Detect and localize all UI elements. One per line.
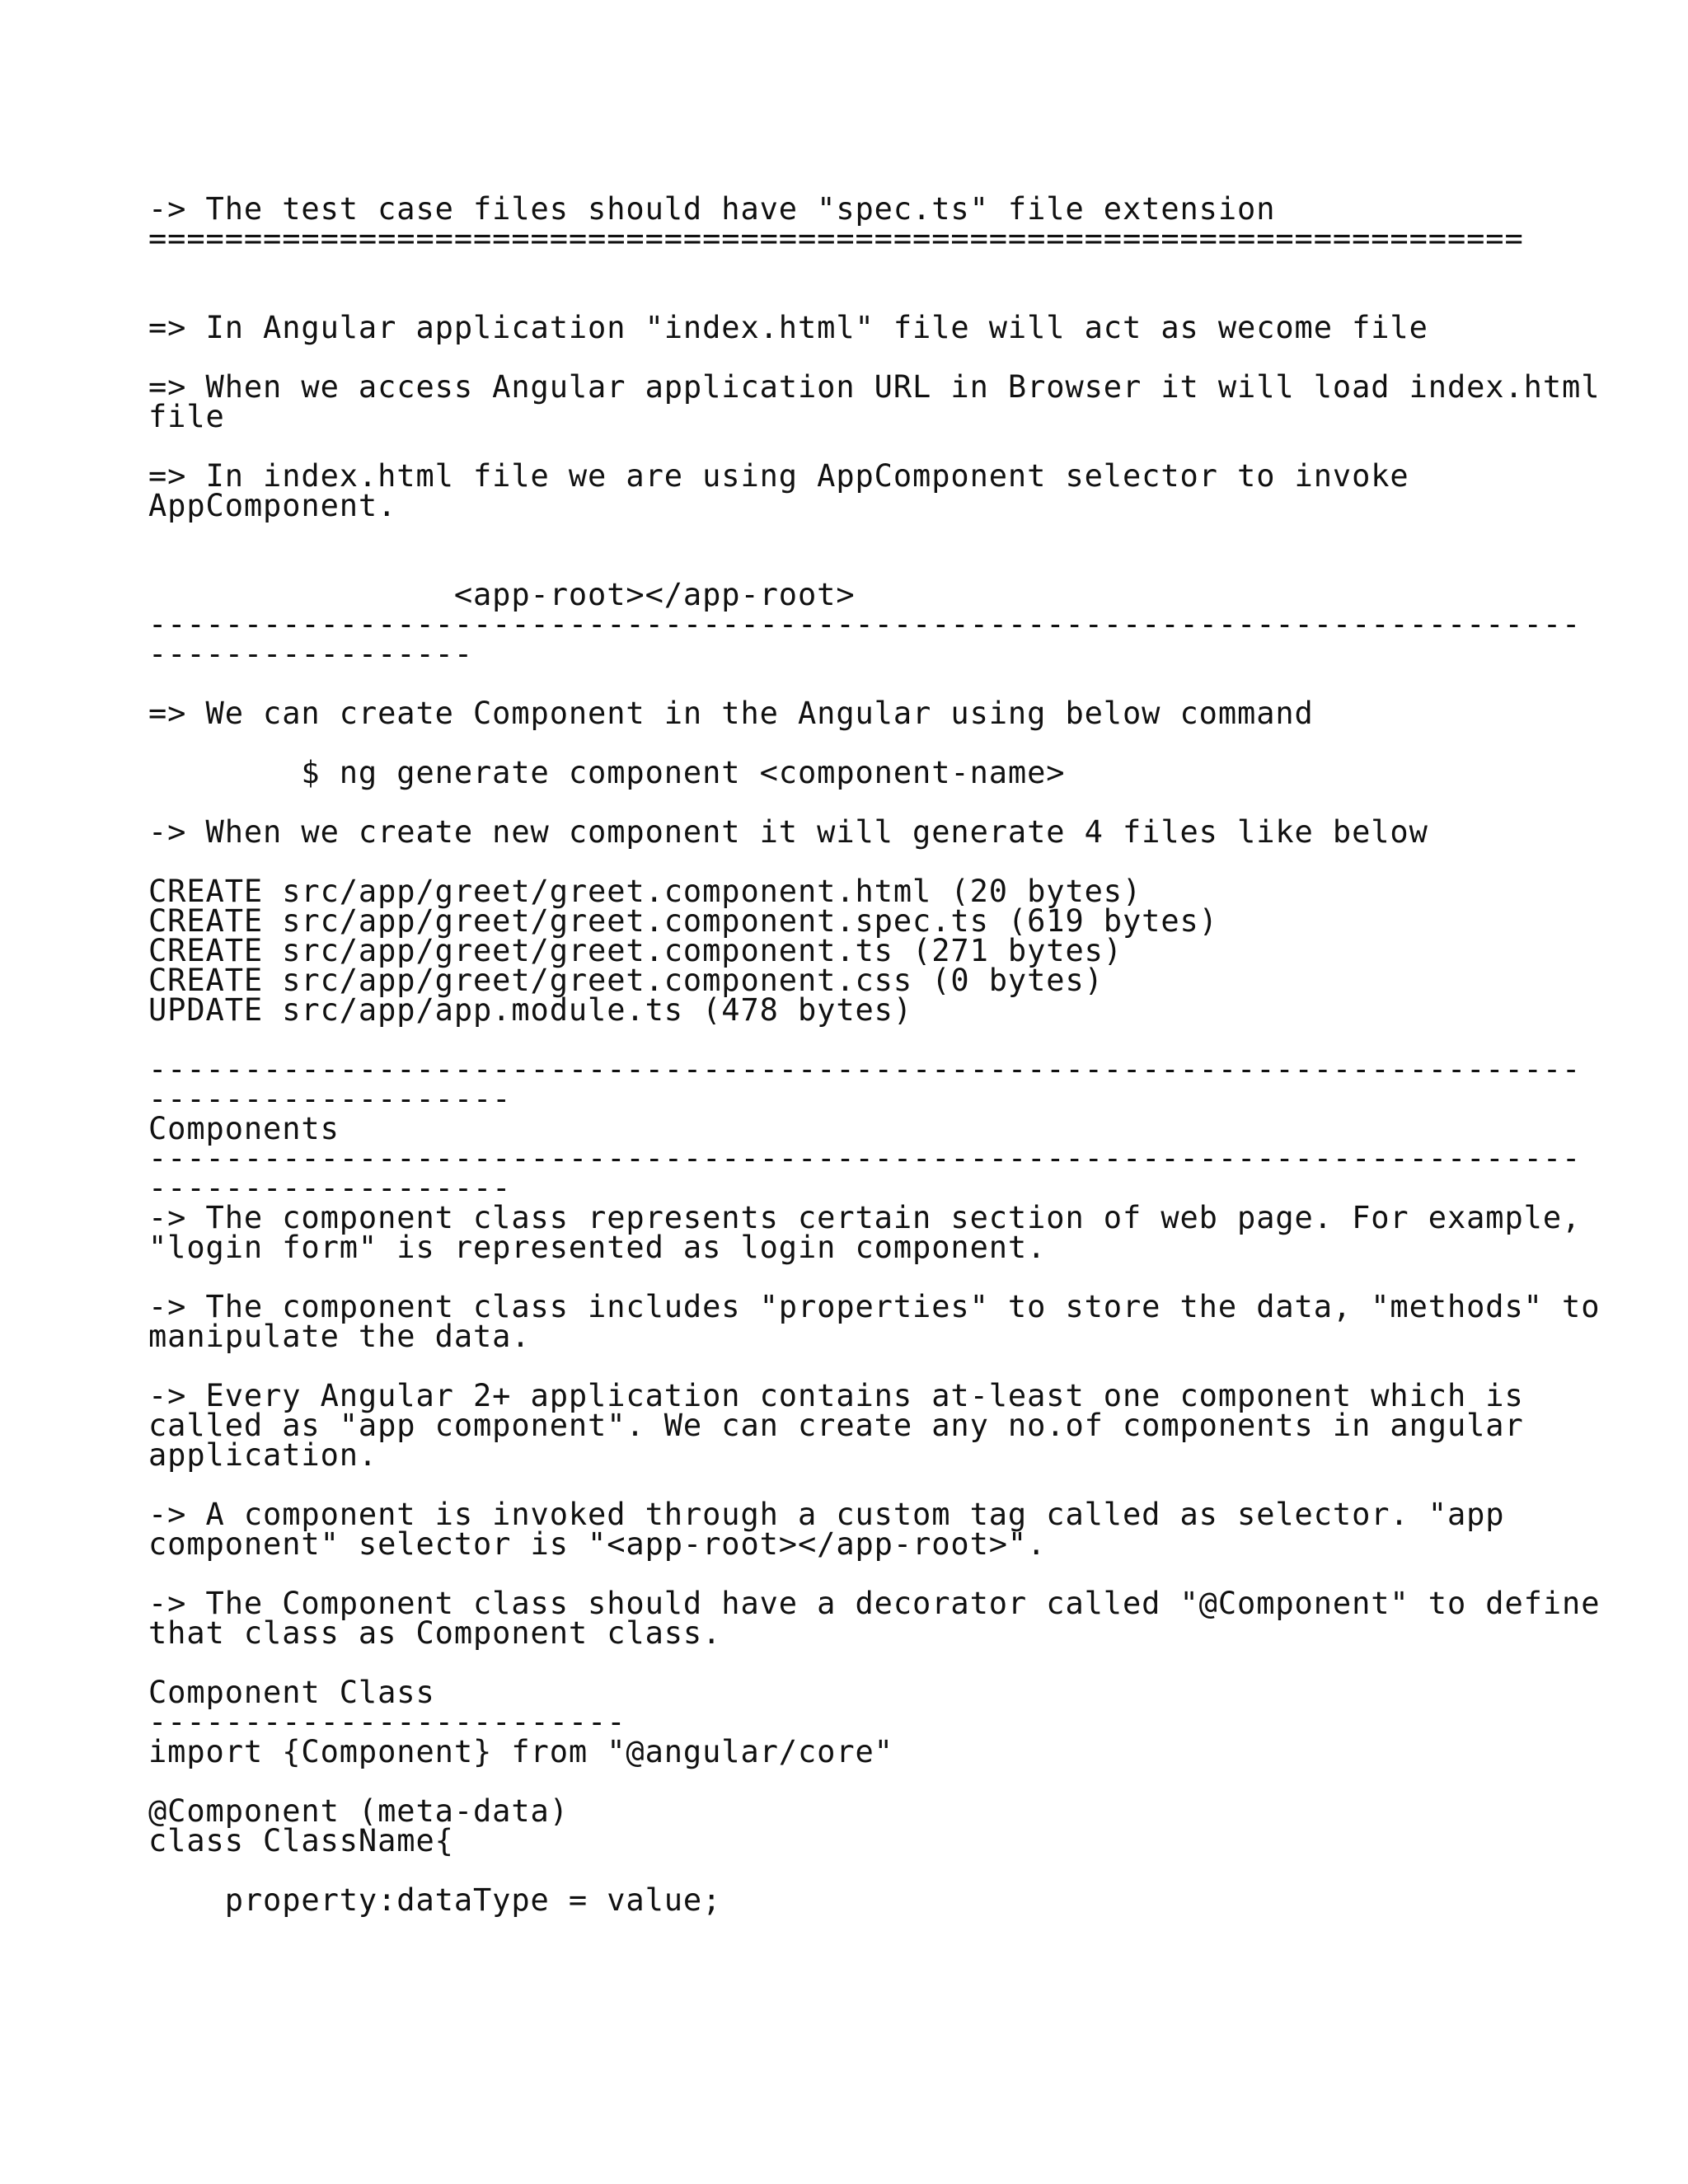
text-line: ======================================================================== [148, 221, 1524, 256]
text-line: @Component (meta-data) [148, 1793, 569, 1829]
text-line: AppComponent. [148, 488, 397, 523]
text-line: => We can create Component in the Angular using below command [148, 696, 1314, 731]
text-line [148, 1470, 1550, 1500]
text-line [148, 1767, 1550, 1797]
text-line [148, 1025, 1550, 1055]
text-line: => When we access Angular application URL in Browser it will load index.html [148, 369, 1601, 405]
text-line: class ClassName{ [148, 1823, 454, 1858]
text-line [148, 343, 1550, 373]
text-line [148, 1648, 1550, 1678]
text-line: "login form" is represented as login component. [148, 1230, 1047, 1265]
text-line: component" selector is "<app-root></app-root>". [148, 1526, 1047, 1562]
text-line: => In index.html file we are using AppComponent selector to invoke [148, 458, 1409, 494]
text-line [148, 1559, 1550, 1589]
text-line: CREATE src/app/greet/greet.component.html (20 bytes) [148, 874, 1142, 909]
text-line: file [148, 399, 225, 434]
text-line: CREATE src/app/greet/greet.component.ts (271 bytes) [148, 933, 1123, 968]
text-line: --------------------------------------------------------------------------- [148, 1052, 1582, 1087]
text-line [148, 1263, 1550, 1292]
text-line: CREATE src/app/greet/greet.component.css (0 bytes) [148, 963, 1104, 998]
text-line: -> The component class represents certain section of web page. For example, [148, 1200, 1582, 1235]
text-line: $ ng generate component <component-name> [148, 755, 1066, 790]
text-line [148, 788, 1550, 818]
text-line: ------------------- [148, 1081, 512, 1117]
text-line [148, 432, 1550, 462]
text-line [148, 1856, 1550, 1886]
text-line: Component Class [148, 1675, 435, 1710]
text-line: => In Angular application "index.html" file will act as wecome file [148, 310, 1428, 345]
text-line: manipulate the data. [148, 1319, 531, 1354]
text-line: --------------------------------------------------------------------------- [148, 607, 1582, 642]
document-body [148, 191, 1601, 1918]
text-line [148, 847, 1550, 877]
text-line: ------------------------- [148, 1704, 626, 1740]
text-line: <app-root></app-root> [148, 577, 856, 612]
text-line: --------------------------------------------------------------------------- [148, 1141, 1582, 1176]
text-line: -> When we create new component it will generate 4 files like below [148, 814, 1428, 850]
text-line: import {Component} from "@angular/core" [148, 1734, 893, 1769]
text-line: ----------------- [148, 636, 473, 672]
text-line [148, 551, 1550, 580]
text-line: ------------------- [148, 1170, 512, 1206]
text-line: -> The test case files should have "spec.ts" file extension [148, 191, 1276, 227]
text-line [148, 521, 1550, 551]
text-line [148, 729, 1550, 758]
text-line [148, 254, 1550, 284]
text-line [148, 669, 1550, 699]
text-line: that class as Component class. [148, 1615, 722, 1651]
text-line: called as "app component". We can create any no.of components in angular [148, 1408, 1524, 1443]
text-line: -> The Component class should have a decorator called "@Component" to define [148, 1586, 1601, 1621]
text-line: -> A component is invoked through a custom tag called as selector. "app [148, 1497, 1505, 1532]
text-line: Components [148, 1111, 340, 1146]
text-line: -> Every Angular 2+ application contains at-least one component which is [148, 1378, 1524, 1413]
text-line [148, 1352, 1550, 1381]
text-line: application. [148, 1437, 378, 1473]
text-line: UPDATE src/app/app.module.ts (478 bytes) [148, 992, 913, 1028]
text-line: -> The component class includes "properties" to store the data, "methods" to [148, 1289, 1601, 1324]
text-line: CREATE src/app/greet/greet.component.spec.ts (619 bytes) [148, 903, 1218, 939]
text-line: property:dataType = value; [148, 1882, 722, 1918]
text-line [148, 284, 1550, 313]
